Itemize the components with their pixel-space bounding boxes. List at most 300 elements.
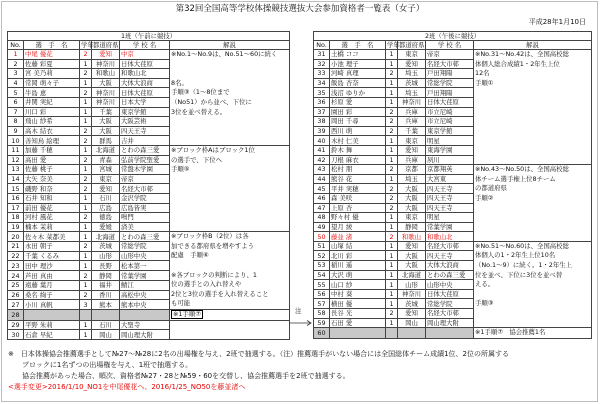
athlete-name: 上原 杏 [330,203,386,213]
explanation-text: も可能 [171,299,191,308]
row-number: 26 [8,290,24,300]
prefecture: 大阪 [92,126,120,136]
row-number: 21 [8,242,24,252]
grade: 1 [386,241,398,251]
school-name: 日体大荏原 [426,289,474,299]
prefecture: 大阪 [92,117,120,127]
row-number: 45 [314,184,330,194]
grade: 2 [386,203,398,213]
prefecture: 大阪 [398,251,426,261]
prefecture: 埼玉 [398,69,426,79]
footnote-line: ブロックに1名ずつの出場権を与え、1班で抽選する。 [8,361,193,369]
explanation-line [171,88,288,98]
prefecture: 石川 [92,193,120,203]
grade: 2 [80,290,92,300]
grade: 2 [386,184,398,194]
school-name: 山形中央 [426,280,474,290]
explanation-text: ※1手順⑦ [173,310,201,319]
grade: 1 [80,97,92,107]
school-name: 四天王寺 [426,184,474,194]
grade: 2 [80,88,92,98]
row-number: 19 [8,222,24,232]
explanation-line [171,280,288,290]
school-name: 明星 [426,213,474,223]
grade: 2 [386,309,398,319]
prefecture: 宮城 [92,165,120,175]
grade: 2 [80,271,92,281]
school-name: 熊本中央 [120,300,170,310]
prefecture: 山形 [92,251,120,261]
explanation-line [171,299,288,309]
prefecture: 東京 [398,213,426,223]
row-number: 49 [314,222,330,232]
school-name [120,310,170,321]
explanation-text: 手順⑤ [171,165,190,174]
athlete-name: 石田 愛 [330,318,386,328]
row-number: 44 [314,174,330,184]
explanation-line [475,271,590,281]
athlete-name: 飛山 紗希 [24,117,80,127]
table-row [8,232,290,242]
prefecture: 神奈川 [398,97,426,107]
header-name: 選 手 名 [330,41,386,50]
athlete-name: 宮 美乃莉 [24,69,80,79]
row-number: 40 [314,136,330,146]
explanation-cell [474,328,592,339]
grade: 1 [80,261,92,271]
explanation-text: 手順① [475,78,494,87]
explanation-text: ※No.43～No.50は、全国高校総 [475,165,569,174]
grade: 1 [386,270,398,280]
row-number: 16 [8,193,24,203]
school-name: 京都翔英 [426,165,474,175]
grade: 1 [386,318,398,328]
group2-table [313,31,592,339]
header-no: No. [314,41,330,50]
row-number: 3 [8,69,24,79]
column-header-row [8,41,290,50]
document-date: 平成28年1月10日 [528,18,586,26]
explanation-line [171,251,288,261]
grade: 1 [80,59,92,69]
row-number: 32 [314,59,330,69]
athlete-name: 千葉 くるみ [24,251,80,261]
explanation-line [475,60,590,70]
grade: 2 [386,69,398,79]
row-number: 36 [314,97,330,107]
grade: 1 [80,78,92,88]
row-number: 39 [314,126,330,136]
explanation-line [171,108,288,118]
grade: 1 [386,50,398,60]
prefecture: 兵庫 [398,155,426,165]
column-header-row [314,41,592,50]
school-name: 広島皆実 [120,203,170,213]
explanation-text: 配慮 手順⑥ [171,251,209,260]
school-name: 常盤木学園 [120,165,170,175]
grade: 1 [80,251,92,261]
prefecture: 和歌山 [398,232,426,242]
athlete-name: 芦田 真由 [24,271,80,281]
prefecture: 東京 [398,50,426,60]
grade: 1 [80,107,92,117]
school-name: 戸田翔陽 [426,69,474,79]
grade: 1 [80,193,92,203]
table-row [314,165,592,175]
row-number: 15 [8,184,24,194]
prefecture: 愛知 [92,50,120,60]
prefecture: 熊本 [92,300,120,310]
prefecture: 京都 [398,165,426,175]
grade: 1 [386,280,398,290]
prefecture: 東京 [398,136,426,146]
school-name: 名経大市邨 [426,59,474,69]
prefecture: 愛知 [398,241,426,251]
footnote-line: 協会推薦があった場合、順次、資格者№27・28と№59・60を交替し、協会推薦選手を2班で抽選する。 [8,372,350,380]
explanation-text: 8名。 [171,78,188,87]
explanation-line [475,50,590,60]
prefecture: 福井 [92,280,120,290]
grade: 1 [386,174,398,184]
grade: 1 [386,59,398,69]
prefecture: 埼玉 [398,88,426,98]
row-number: 55 [314,280,330,290]
prefecture: 青森 [92,155,120,165]
header-prefecture: 都道府県 [399,41,425,49]
row-number: 53 [314,261,330,271]
school-name: 弘前学院聖愛 [120,155,170,165]
row-number: 30 [8,330,24,340]
prefecture: 北海道 [92,232,120,242]
prefecture: 神奈川 [92,88,120,98]
note-arrow-label: 注 [295,307,302,315]
explanation-line [171,69,288,79]
grade: 2 [80,50,92,60]
school-name: 名経大市邨 [426,309,474,319]
prefecture [92,310,120,321]
explanation-line [475,165,590,175]
athlete-name: 石井 知和 [24,193,80,203]
athlete-name: 中村 葵 [330,289,386,299]
athlete-name: 田中 理沙 [24,261,80,271]
school-name: 帝京 [120,174,170,184]
school-name: 山形中央 [120,251,170,261]
row-number: 31 [314,50,330,60]
school-name: 常葉学園 [120,271,170,281]
prefecture: 茨城 [398,299,426,309]
athlete-name: 井関 実紀 [24,97,80,107]
row-number: 54 [314,270,330,280]
explanation-cell [170,232,290,310]
school-name: 名経大市邨 [120,184,170,194]
school-name: 大阪芸術 [120,117,170,127]
athlete-name: 善知鳥 絵理 [24,136,80,146]
explanation-text: 体チーム選手権上位8チーム [475,174,556,183]
prefecture: 愛知 [92,184,120,194]
school-name: 常総学院 [120,242,170,252]
row-number: 37 [314,107,330,117]
athlete-name [330,328,386,339]
grade: 2 [80,242,92,252]
explanation-cell [474,241,592,327]
prefecture: 茨城 [398,78,426,88]
explanation-text: 体個人の1・2年生上位10名 [475,251,556,260]
school-name: 岡山理大附 [120,330,170,340]
grade: 2 [386,117,398,127]
prefecture: 埼玉 [398,174,426,184]
school-name: 和歌山北 [426,232,474,242]
school-name: 四天王寺 [426,203,474,213]
school-name: 中京 [120,50,170,60]
school-name: 岡山理大附 [426,318,474,328]
prefecture: 群馬 [92,136,120,146]
prefecture: 神奈川 [398,289,426,299]
grade: 1 [80,145,92,155]
prefecture: 香川 [92,290,120,300]
explanation-text: ※ブロック枠Aはブロック1位 [171,145,255,154]
row-number: 52 [314,251,330,261]
explanation-text: ※No.1～No.9は、No.51～60に続く [171,50,278,58]
grade: 1 [80,320,92,330]
explanation-line [475,69,590,79]
grade [80,310,92,321]
athlete-name: 楠本 茉莉 [24,222,80,232]
header-school: 学 校 名 [120,41,170,50]
row-number: 1 [8,50,24,60]
prefecture: 神奈川 [92,59,120,69]
prefecture: 静岡 [92,271,120,281]
grade: 1 [386,136,398,146]
explanation-text: ※No.31～No.42は、全国高校総 [475,50,569,58]
row-number: 12 [8,155,24,165]
grade: 1 [386,289,398,299]
prefecture: 東京 [92,174,120,184]
explanation-cell [170,320,290,339]
athlete-name: 土橋 ココ [330,50,386,60]
grade: 1 [386,78,398,88]
athlete-name: 山塚 結 [330,241,386,251]
athlete-name: 佐々木 菜都美 [24,232,80,242]
row-number: 35 [314,88,330,98]
athlete-name: 磯野 和奈 [24,184,80,194]
school-name: 日体大荏原 [120,59,170,69]
row-number: 20 [8,232,24,242]
grade: 1 [386,145,398,155]
row-number: 13 [8,165,24,175]
school-name: 松本第一 [120,261,170,271]
row-number: 5 [8,88,24,98]
prefecture: 岡山 [92,330,120,340]
row-number: 48 [314,213,330,223]
explanation-cell [170,145,290,231]
explanation-line [171,271,288,281]
header-name: 選 手 名 [24,41,80,50]
footnote-line: ※ 日本体操協会推薦選手として№27～№28に2名の出場権を与え、2班で抽選する。（注）推薦選手がいない場合には全国総体チーム成績1位、2位の所属する [8,350,509,358]
row-number: 14 [8,174,24,184]
grade: 1 [80,232,92,242]
prefecture: 愛知 [398,59,426,69]
school-name: 東海学園 [426,145,474,155]
explanation-text: 12名 [475,69,490,78]
athlete-name: 中尾 優花 [24,50,80,60]
row-number: 50 [314,232,330,242]
header-grade: 学年 [387,41,400,49]
athlete-name: 川口 彩 [24,107,80,117]
row-number: 47 [314,203,330,213]
athlete-name: 浅沼 ゆりか [330,88,386,98]
row-number: 60 [314,328,330,339]
row-number: 9 [8,126,24,136]
athlete-name: 高木 結衣 [24,126,80,136]
page-title: 第32回全国高等学校体操競技選抜大会参加資格者一覧表（女子） [175,4,425,14]
row-number: 27 [8,300,24,310]
row-number: 46 [314,193,330,203]
athlete-name: 遠藤 葉月 [24,280,80,290]
grade: 1 [80,203,92,213]
row-number: 57 [314,299,330,309]
explanation-text: ※ブロック枠B（2位）は各 [171,232,249,241]
prefecture: 愛媛 [92,222,120,232]
school-name: 吉井 [120,136,170,146]
prefecture: 和歌山 [92,69,120,79]
athlete-name: 野々村 優 [330,213,386,223]
row-number: 25 [8,280,24,290]
explanation-cell [170,310,290,321]
row-number: 59 [314,318,330,328]
athlete-name: 河崎 真理 [330,69,386,79]
table-body [8,50,290,340]
school-name: 常葉学園 [426,222,474,232]
section-title: 1班（午前に競技） [8,32,290,41]
prefecture: 大阪 [398,203,426,213]
explanation-cell [474,50,592,165]
athlete-name: 平野 朱莉 [24,320,80,330]
explanation-line [171,50,288,60]
explanation-line [475,328,590,338]
athlete-name: 森 美咲 [330,193,386,203]
header-note: 解説 [474,41,592,50]
school-name: 四天王寺 [120,126,170,136]
table-body [314,50,592,339]
explanation-text: の選手で、下位へ [171,155,222,164]
prefecture: 兵庫 [398,117,426,127]
prefecture: 北海道 [92,145,120,155]
school-name: 市立尼崎 [426,117,474,127]
athlete-name: 前田 優花 [24,203,80,213]
athlete-name: 平井 実穂 [330,184,386,194]
row-number: 24 [8,271,24,281]
athlete-name: 河村 風花 [24,213,80,223]
row-number: 56 [314,289,330,299]
row-number: 23 [8,261,24,271]
explanation-line [171,261,288,271]
athlete-name: 鈴木 舞 [330,145,386,155]
explanation-line [475,280,590,290]
school-name: 戸田翔陽 [426,88,474,98]
school-name: 常総学院 [426,78,474,88]
school-name: 大体大浪商 [426,261,474,271]
explanation-line [171,232,288,242]
school-name: 大聖寺 [120,320,170,330]
prefecture: 山形 [398,280,426,290]
athlete-name: 横田 優 [330,299,386,309]
athlete-name: 長谷 光 [330,309,386,319]
explanation-text: 位の選手との入れ替えや [171,280,242,289]
school-name: 四天王寺 [426,251,474,261]
athlete-name: 常岡 萌々子 [24,78,80,88]
school-name: 市立尼崎 [426,107,474,117]
school-name: 夙川 [426,155,474,165]
athlete-name: 永田 朝子 [24,242,80,252]
athlete-name: 高田 愛 [24,155,80,165]
prefecture [398,328,426,339]
explanation-text: （No.1～9）に続く。1・2年生上 [475,261,573,270]
prefecture: 大阪 [398,184,426,194]
row-number: 41 [314,145,330,155]
school-name: 東京学館 [426,126,474,136]
prefecture: 長野 [92,261,120,271]
row-number: 7 [8,107,24,117]
row-number: 2 [8,59,24,69]
explanation-text: 3位を並べ替える。 [171,107,227,116]
athlete-name: 大沢 萌 [330,270,386,280]
table-row [314,241,592,251]
grade: 1 [386,88,398,98]
grade: 2 [80,174,92,184]
grade: 1 [386,213,398,223]
explanation-text: 位を並べ、下位に3位を並べ替 [475,270,563,279]
explanation-text: ※各ブロックの判断により、1 [171,270,257,279]
explanation-line [171,98,288,108]
explanation-text: （No51）から並べ、下位に [171,97,252,106]
explanation-text: 加できる都府県を増やすよう [171,241,255,250]
grade: 1 [80,280,92,290]
athlete-name: 松村 朋 [330,165,386,175]
explanation-cell [474,165,592,242]
row-number: 4 [8,78,24,88]
grade: 2 [386,165,398,175]
grade: 2 [80,69,92,79]
header-note: 解説 [170,41,290,50]
explanation-text: 手順② [475,193,494,202]
school-name: 高松中央 [120,290,170,300]
athlete-name: 熊谷 花 [330,174,386,184]
school-name: 日本大学 [120,97,170,107]
grade: 1 [386,299,398,309]
explanation-line [171,146,288,156]
note-arrow-icon [289,316,313,330]
grade: 2 [80,184,92,194]
athlete-name: 佐藤 桃子 [24,165,80,175]
explanation-line [475,175,590,185]
school-name: 東京学館 [120,107,170,117]
school-name: 鯖江 [120,280,170,290]
explanation-cell [170,50,290,146]
school-name: 帝京 [426,50,474,60]
athlete-name: 小川 真帆 [24,300,80,310]
grade: 2 [386,107,398,117]
footnotes [8,349,592,393]
school-name: 日体大荏原 [426,97,474,107]
grade: 1 [386,261,398,271]
grade: 1 [80,117,92,127]
prefecture: 神奈川 [92,97,120,107]
athlete-name: 木村 仁美 [330,136,386,146]
explanation-line [171,321,288,331]
section-header-row [8,32,290,41]
school-name: 金沢学院 [120,193,170,203]
athlete-name: 園田 彩 [330,107,386,117]
